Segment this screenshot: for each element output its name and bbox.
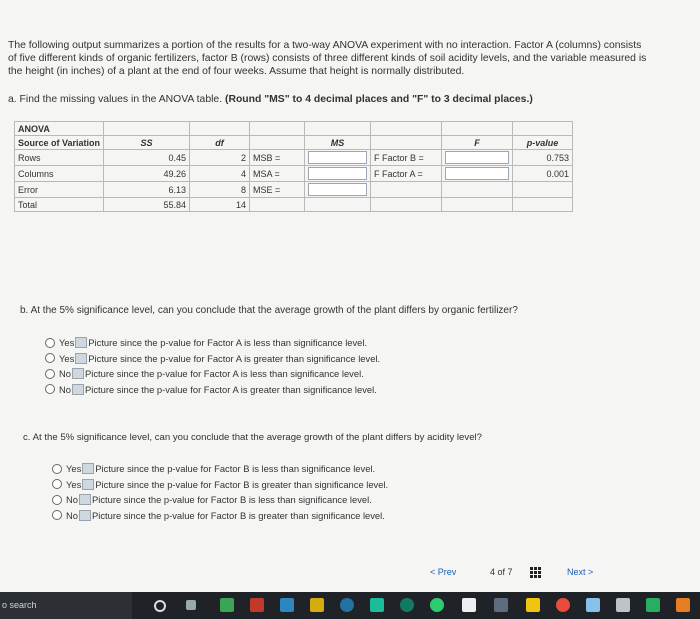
row-f-label: F Factor A = [371, 166, 442, 182]
part-b-question: b. At the 5% significance level, can you conclude that the average growth of the plant differs by organic fertilizer? [20, 305, 518, 316]
row-ss: 49.26 [104, 166, 190, 182]
row-ss: 6.13 [104, 182, 190, 198]
part-c-option-4[interactable] [52, 508, 388, 524]
current-page: 4 [490, 567, 496, 577]
header-df: df [190, 136, 250, 150]
option-text: Picture since the p-value for Factor A is less than significance level. [84, 368, 364, 380]
part-c-question: c. At the 5% significance level, can you conclude that the average growth of the plant differs by acidity level? [23, 432, 482, 443]
row-ms-label: MSB = [250, 150, 305, 166]
part-c-option-2[interactable] [52, 477, 388, 493]
app-icon-12[interactable] [556, 598, 570, 612]
f-factor-b-input[interactable] [445, 151, 509, 164]
app-icon-13[interactable] [586, 598, 600, 612]
picture-icon [72, 368, 84, 379]
taskbar [0, 592, 700, 619]
page-indicator [490, 567, 513, 577]
header-source: Source of Variation [15, 136, 104, 150]
app-icon-10[interactable] [494, 598, 508, 612]
picture-icon [79, 510, 91, 521]
part-b-option-2[interactable] [45, 351, 380, 367]
picture-icon [75, 337, 87, 348]
cortana-icon[interactable] [154, 600, 166, 612]
table-row [15, 166, 573, 182]
app-icon-2[interactable] [250, 598, 264, 612]
table-row [15, 150, 573, 166]
app-icon-5[interactable] [340, 598, 354, 612]
row-df: 8 [190, 182, 250, 198]
app-icon-11[interactable] [526, 598, 540, 612]
radio-button[interactable] [52, 495, 62, 505]
option-text: Picture since the p-value for Factor B is less than significance level. [91, 494, 372, 506]
part-c-option-3[interactable] [52, 492, 388, 508]
option-prefix: Yes [59, 337, 75, 349]
task-view-icon[interactable] [186, 600, 196, 610]
picture-icon [72, 384, 84, 395]
app-icon-4[interactable] [310, 598, 324, 612]
picture-icon [82, 463, 94, 474]
msa-input[interactable] [308, 167, 367, 180]
row-f-label: F Factor B = [371, 150, 442, 166]
table-row [15, 198, 573, 212]
mse-input[interactable] [308, 183, 367, 196]
header-ms: MS [305, 136, 371, 150]
row-df: 14 [190, 198, 250, 212]
radio-button[interactable] [45, 369, 55, 379]
row-p-value: 0.001 [513, 166, 573, 182]
row-source: Rows [15, 150, 104, 166]
app-icon-1[interactable] [220, 598, 234, 612]
problem-intro: The following output summarizes a portion of the results for a two-way ANOVA experiment with no interaction. Factor A (columns) consists of five different kinds of organic fertilizers, factor B (rows) consists of three different kinds of soil acidity levels, and the variable measured is the height (in inches) of a plant at the end of four weeks. Assume that height is normally distributed. [8, 40, 647, 78]
app-icon-7[interactable] [400, 598, 414, 612]
part-c-options [52, 461, 388, 523]
row-source: Total [15, 198, 104, 212]
option-text: Picture since the p-value for Factor B is greater than significance level. [91, 509, 385, 521]
option-text: Picture since the p-value for Factor B is less than significance level. [95, 463, 376, 475]
msb-input[interactable] [308, 151, 367, 164]
option-prefix: Yes [59, 352, 75, 364]
header-f: F [442, 136, 513, 150]
radio-button[interactable] [52, 464, 62, 474]
app-icon-15[interactable] [646, 598, 660, 612]
option-prefix: Yes [66, 478, 82, 490]
row-source: Columns [15, 166, 104, 182]
option-prefix: No [66, 494, 78, 506]
anova-title: ANOVA [15, 122, 104, 136]
part-a-instruction: (Round "MS" to 4 decimal places and "F" to 3 decimal places.) [224, 94, 533, 105]
part-b-options [45, 335, 380, 397]
app-icon-6[interactable] [370, 598, 384, 612]
next-button[interactable]: Next > [567, 567, 594, 577]
option-prefix: No [59, 368, 71, 380]
prev-button[interactable]: < Prev [430, 567, 457, 577]
anova-table [14, 121, 573, 212]
app-icon-14[interactable] [616, 598, 630, 612]
picture-icon [75, 353, 87, 364]
radio-button[interactable] [52, 479, 62, 489]
row-source: Error [15, 182, 104, 198]
option-prefix: Yes [66, 463, 82, 475]
radio-button[interactable] [45, 353, 55, 363]
radio-button[interactable] [45, 338, 55, 348]
part-a-prompt [8, 94, 533, 105]
header-p-value: p-value [513, 136, 573, 150]
part-b-option-1[interactable] [45, 335, 380, 351]
taskbar-search[interactable]: o search [0, 592, 132, 619]
row-ms-label: MSA = [250, 166, 305, 182]
picture-icon [79, 494, 91, 505]
radio-button[interactable] [45, 384, 55, 394]
f-factor-a-input[interactable] [445, 167, 509, 180]
app-icon-8[interactable] [430, 598, 444, 612]
row-p-value: 0.753 [513, 150, 573, 166]
part-a-prefix: a. Find the missing values in the ANOVA table. [8, 94, 223, 105]
option-text: Picture since the p-value for Factor A is greater than significance level. [88, 352, 381, 364]
app-icon-16[interactable] [676, 598, 690, 612]
option-text: Picture since the p-value for Factor A is greater than significance level. [84, 383, 377, 395]
row-ms-label: MSE = [250, 182, 305, 198]
part-c-option-1[interactable] [52, 461, 388, 477]
option-prefix: No [66, 509, 78, 521]
option-prefix: No [59, 383, 71, 395]
row-df: 4 [190, 166, 250, 182]
row-ss: 55.84 [104, 198, 190, 212]
page-total: of 7 [497, 567, 513, 577]
option-text: Picture since the p-value for Factor A is less than significance level. [88, 337, 368, 349]
app-icon-3[interactable] [280, 598, 294, 612]
row-df: 2 [190, 150, 250, 166]
picture-icon [82, 479, 94, 490]
option-text: Picture since the p-value for Factor B is greater than significance level. [95, 478, 389, 490]
radio-button[interactable] [52, 510, 62, 520]
row-ss: 0.45 [104, 150, 190, 166]
grid-icon[interactable] [529, 566, 541, 578]
header-ss: SS [104, 136, 190, 150]
app-icon-9[interactable] [462, 598, 476, 612]
table-row [15, 182, 573, 198]
part-b-option-3[interactable] [45, 366, 380, 382]
part-b-option-4[interactable] [45, 382, 380, 398]
